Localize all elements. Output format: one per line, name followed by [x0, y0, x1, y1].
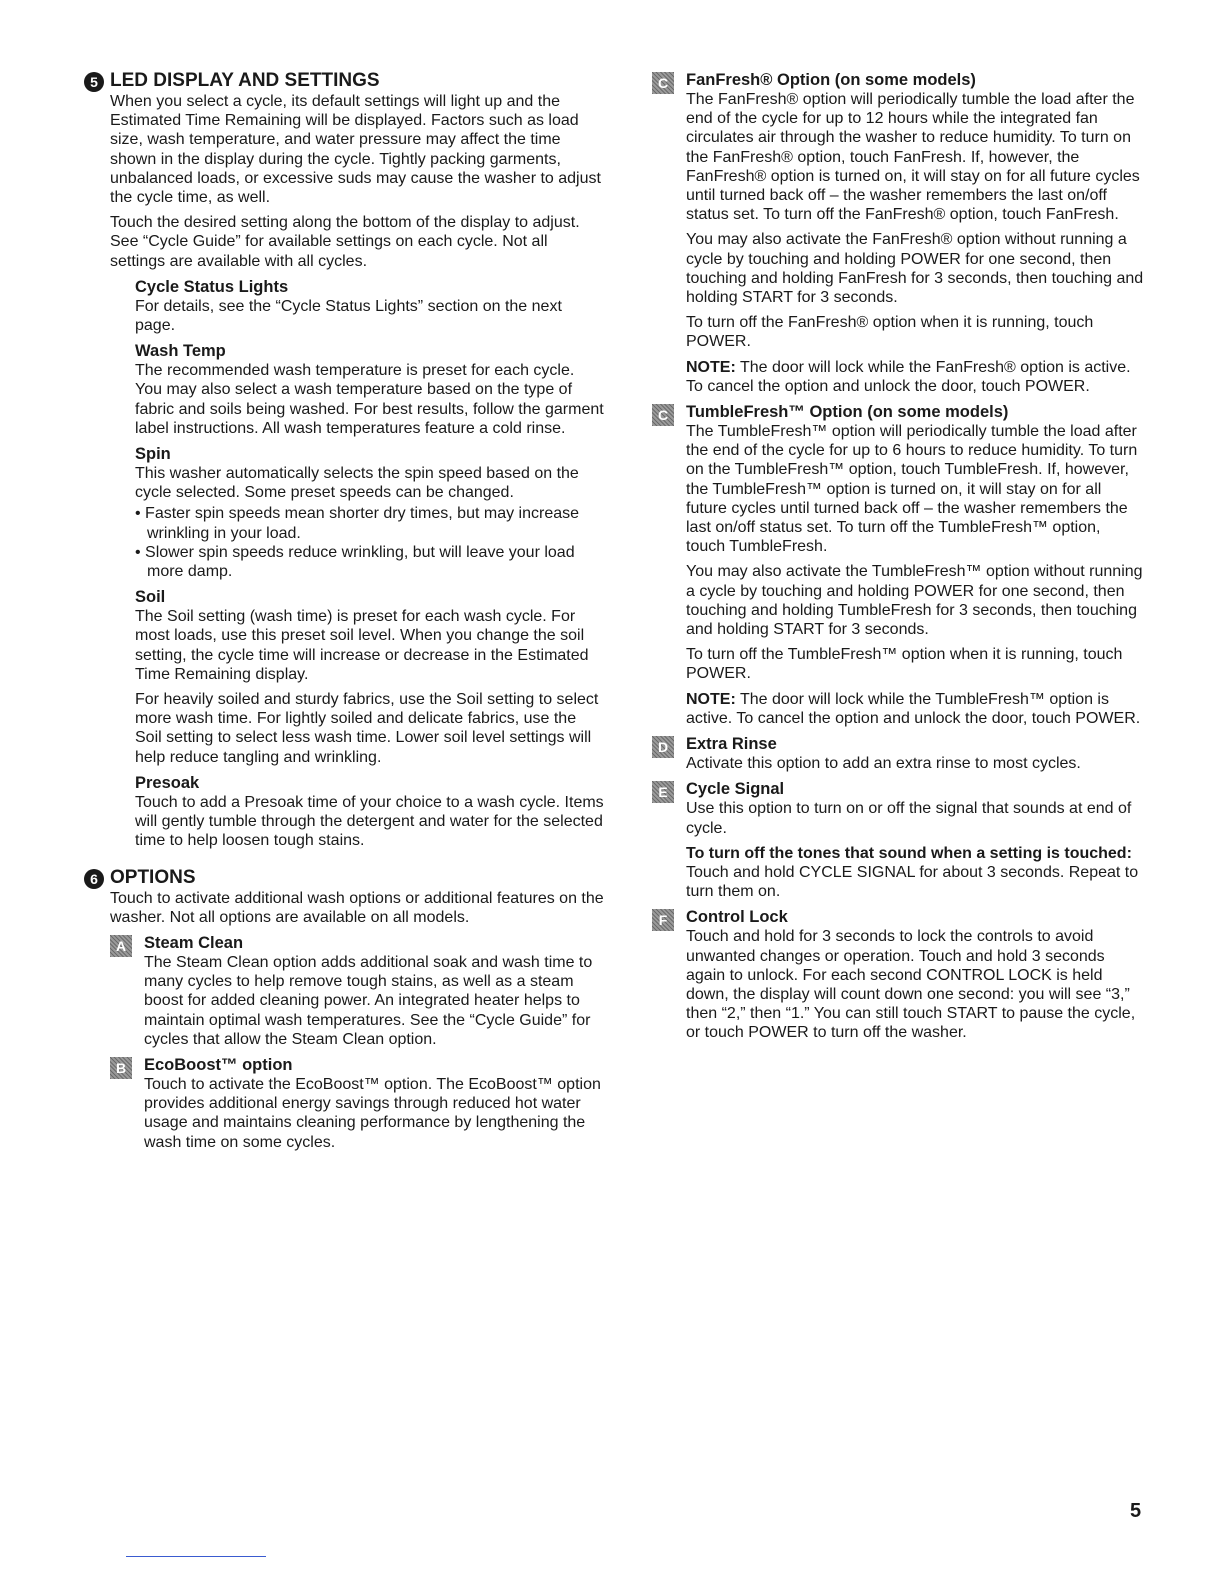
option-cycle-signal [652, 779, 1144, 901]
option-letter-b: B [110, 1057, 132, 1079]
right-column [652, 70, 1144, 1049]
fanfresh-paragraph-2: You may also activate the FanFresh® option without running a cycle by touching and holding POWER for one second, then touching and holding FanFresh for 3 seconds, then touching and holding START for 3 seconds. [686, 231, 1144, 307]
fanfresh-note [686, 358, 1144, 396]
spin-bullets [135, 504, 604, 581]
tumblefresh-note-label: NOTE: [686, 690, 736, 708]
fanfresh-title: FanFresh® Option (on some models) [686, 71, 976, 89]
option-fanfresh [652, 70, 1144, 396]
soil-paragraph-1: The Soil setting (wash time) is preset for each wash cycle. For most loads, use this preset soil level. When you change the soil setting, the cycle time will increase or decrease in the Estimated Time Remaining display. [135, 608, 589, 683]
cycle-status-lights-text: For details, see the “Cycle Status Lights” section on the next page. [135, 297, 562, 335]
led-display-section [84, 70, 604, 851]
option-ecoboost [110, 1055, 604, 1152]
option-letter-d: D [652, 736, 674, 758]
options-section [84, 867, 604, 1152]
section-number-6: 6 [84, 869, 104, 889]
cycle-signal-title: Cycle Signal [686, 780, 785, 799]
extra-rinse-title: Extra Rinse [686, 735, 777, 754]
fanfresh-note-label: NOTE: [686, 358, 736, 376]
tumblefresh-paragraph-1: The TumbleFresh™ option will periodically tumble the load after the end of the cycle for up to 6 hours to reduce humidity. To turn on the TumbleFresh™ option, touch TumbleFresh. If, however, the TumbleFresh™ option is turned on, it will stay on for all future cycles until turned back off – the washer remembers the last on/off status set. To turn off the TumbleFresh™ option, touch TumbleFresh. [686, 423, 1138, 556]
steam-clean-title: Steam Clean [144, 933, 244, 952]
spin-bullet-2: • Slower spin speeds reduce wrinkling, but will leave your load more damp. [135, 543, 575, 581]
spin-bullet-1: • Faster spin speeds mean shorter dry times, but may increase wrinkling in your load. [135, 505, 580, 542]
option-letter-c-2: C [652, 404, 674, 426]
option-letter-c: C [652, 72, 674, 94]
cycle-signal-tones [686, 844, 1144, 902]
left-column [84, 70, 604, 1158]
option-extra-rinse [652, 734, 1144, 773]
cycle-status-lights-block [110, 277, 604, 851]
fanfresh-paragraph-1: The FanFresh® option will periodically tumble the load after the end of the cycle for up to 12 hours while the integrated fan circulates air through the washer to reduce humidity. To turn on the FanFresh® option, touch FanFresh. If, however, the FanFresh® option is turned on, it will stay on for all future cycles until turned back off – the washer remembers the last on/off status set. To turn off the FanFresh® option, touch FanFresh. [686, 91, 1140, 224]
tumblefresh-title: TumbleFresh™ Option (on some models) [686, 403, 1009, 422]
option-letter-f: F [652, 909, 674, 931]
presoak-text: Touch to add a Presoak time of your choice to a wash cycle. Items will gently tumble through the detergent and water for the selected time to help loosen tough stains. [135, 793, 604, 850]
fanfresh-note-text: The door will lock while the FanFresh® option is active. To cancel the option and unlock the door, touch POWER. [686, 358, 1131, 395]
ecoboost-title: EcoBoost™ option [144, 1055, 293, 1074]
footer-rule [126, 1556, 266, 1557]
cycle-signal-tones-text: Touch and hold CYCLE SIGNAL for about 3 seconds. Repeat to turn them on. [686, 863, 1139, 901]
spin-text: This washer automatically selects the spin speed based on the cycle selected. Some preset speeds can be changed. [135, 465, 579, 502]
soil-title: Soil [135, 588, 166, 607]
section-number-5: 5 [84, 72, 104, 92]
control-lock-text: Touch and hold for 3 seconds to lock the controls to avoid unwanted changes or operation. Touch and hold 3 seconds again to unlock. For each second CONTROL LOCK is held down, the display will count down one second: you will see “3,” then “2,” then “1.” You can still touch START to pause the cycle, or touch POWER to turn off the washer. [686, 928, 1136, 1042]
option-letter-e: E [652, 781, 674, 803]
extra-rinse-text: Activate this option to add an extra rinse to most cycles. [686, 755, 1081, 773]
tumblefresh-note-text: The door will lock while the TumbleFresh™ option is active. To cancel the option and unlock the door, touch POWER. [686, 690, 1141, 727]
tumblefresh-paragraph-3: To turn off the TumbleFresh™ option when it is running, touch POWER. [686, 646, 1123, 683]
cycle-status-lights-title: Cycle Status Lights [135, 277, 289, 296]
presoak-title: Presoak [135, 773, 200, 792]
option-letter-a: A [110, 935, 132, 957]
option-steam-clean [110, 933, 604, 1049]
steam-clean-text: The Steam Clean option adds additional soak and wash time to many cycles to help remove tough stains, as well as a steam boost for added cleaning power. An integrated heater helps to maintain optimal wash temperatures. See the “Cycle Guide” for cycles that allow the Steam Clean option. [144, 953, 593, 1048]
wash-temp-text: The recommended wash temperature is preset for each cycle. You may also select a wash temperature based on the type of fabric and soils being washed. For best results, follow the garment label instructions. All wash temperatures feature a cold rinse. [135, 362, 604, 437]
soil-paragraph-2: For heavily soiled and sturdy fabrics, use the Soil setting to select more wash time. For lightly soiled and delicate fabrics, use the Soil setting to select less wash time. Lower soil level settings will help reduce tangling and wrinkling. [135, 691, 599, 766]
options-section-title: OPTIONS [110, 866, 196, 888]
spin-title: Spin [135, 445, 171, 464]
wash-temp-title: Wash Temp [135, 342, 226, 361]
cycle-signal-tones-label: To turn off the tones that sound when a setting is touched: [686, 844, 1132, 862]
fanfresh-paragraph-3: To turn off the FanFresh® option when it is running, touch POWER. [686, 314, 1094, 351]
control-lock-title: Control Lock [686, 908, 788, 927]
tumblefresh-paragraph-2: You may also activate the TumbleFresh™ option without running a cycle by touching and holding POWER for one second, then touching and holding TumbleFresh for 3 seconds, then touching and holding START for 3 seconds. [686, 563, 1143, 639]
led-paragraph-1: When you select a cycle, its default settings will light up and the Estimated Time Remaining will be displayed. Factors such as load size, wash temperature, and water pressure may affect the time shown in the display during the cycle. Tightly packing garments, unbalanced loads, or excessive suds may cause the washer to adjust the cycle time, as well. [110, 93, 601, 207]
options-intro: Touch to activate additional wash options or additional features on the washer. Not all options are available on all models. [110, 889, 604, 926]
led-paragraph-2: Touch the desired setting along the bottom of the display to adjust. See “Cycle Guide” for available settings on each cycle. Not all settings are available with all cycles. [110, 214, 580, 270]
tumblefresh-note [686, 690, 1144, 728]
option-tumblefresh [652, 402, 1144, 728]
led-section-title: LED DISPLAY AND SETTINGS [110, 70, 380, 91]
page-number: 5 [1130, 1500, 1142, 1522]
option-control-lock [652, 907, 1144, 1042]
ecoboost-text: Touch to activate the EcoBoost™ option. The EcoBoost™ option provides additional energy savings through reduced hot water usage and maintains cleaning performance by lengthening the wash time on some cycles. [144, 1075, 601, 1151]
cycle-signal-text: Use this option to turn on or off the signal that sounds at end of cycle. [686, 800, 1132, 837]
